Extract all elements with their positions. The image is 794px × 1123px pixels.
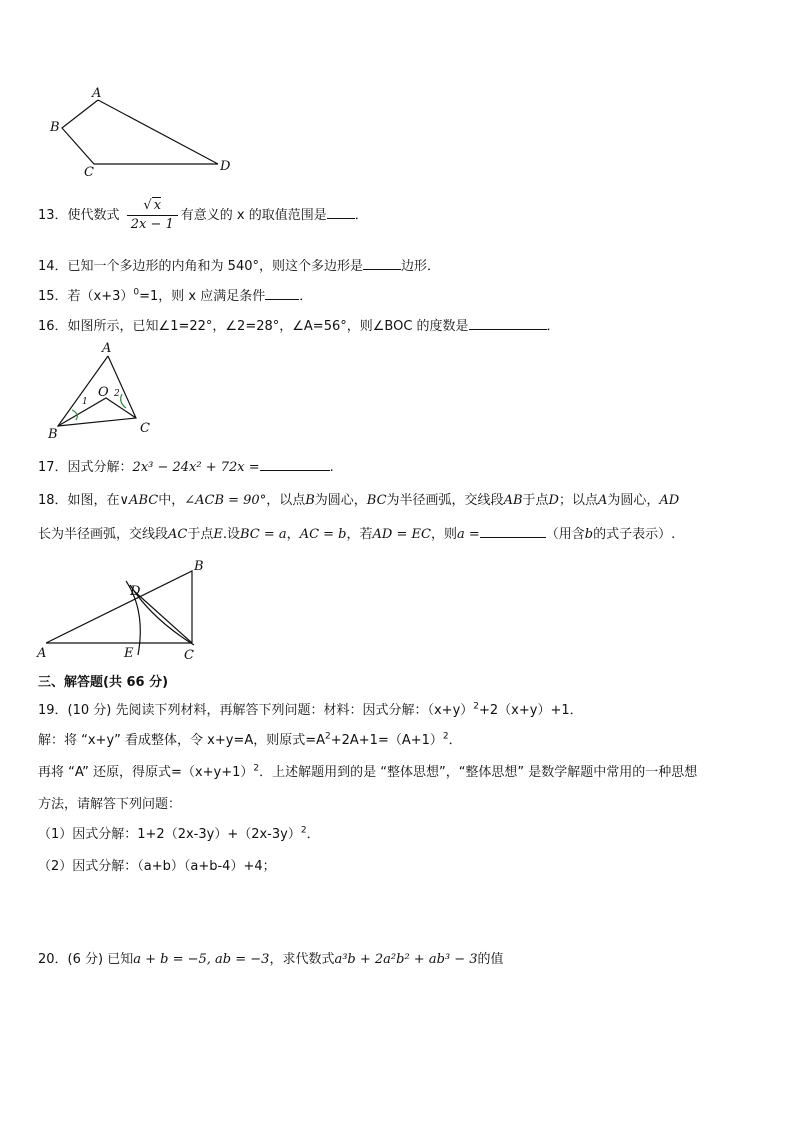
label-c: C <box>84 165 94 180</box>
label-b: B <box>50 120 60 135</box>
q13-pre: 使代数式 <box>67 208 120 223</box>
q18-l1-j: AB <box>503 493 523 508</box>
q18-l2-g: ， <box>286 527 300 542</box>
q18-l1-p: AD <box>659 493 680 508</box>
q20-expression: a³b + 2a²b² + ab³ − 3 <box>334 952 478 967</box>
question-18-line-2 <box>38 524 675 544</box>
q13-fraction <box>127 197 178 234</box>
label-b: B <box>194 559 204 574</box>
q20-pre: 20．(6 分) 已知 <box>38 952 134 967</box>
q18-l2-c: 于点 <box>187 527 214 542</box>
q19-l5-exp: 2 <box>300 825 307 836</box>
q14-answer-blank <box>363 256 401 270</box>
q19-l2-mid: +2A+1=（A+1） <box>330 733 443 748</box>
q17-answer-blank <box>260 457 330 471</box>
quadrilateral-figure <box>40 84 240 184</box>
label-d: D <box>220 159 231 174</box>
q19-l2-exp2: 2 <box>442 731 449 742</box>
question-18-line-1 <box>38 492 679 510</box>
question-19-part-2: （2）因式分解：（a+b）（a+b-4）+4； <box>38 859 276 874</box>
q18-l1-m: ；以点 <box>558 493 598 508</box>
question-19-line-4: 方法，请解答下列问题： <box>38 797 182 812</box>
q19-l1-pre: 19．(10 分) 先阅读下列材料，再解答下列问题：材料：因式分解：（x+y） <box>38 703 474 718</box>
label-a: A <box>102 341 112 356</box>
q18-l1-l: D <box>548 493 559 508</box>
question-14 <box>38 256 440 276</box>
q18-l1-b: ∨ABC <box>119 493 159 508</box>
q18-l2-e: .设 <box>222 527 241 542</box>
q16-answer-blank <box>469 316 547 330</box>
q19-l2-end: ． <box>448 733 462 748</box>
label-a: A <box>92 86 102 101</box>
label-b: B <box>48 427 58 440</box>
triangle-outline <box>46 571 192 643</box>
q13-numerator: √ x <box>127 197 178 216</box>
q19-l5-post: ． <box>306 827 320 842</box>
q18-l1-e: ，以点 <box>266 493 306 508</box>
question-20 <box>38 951 504 969</box>
question-19-line-2 <box>38 732 462 750</box>
q18-l2-b: AC <box>168 527 188 542</box>
q18-l1-d: ∠ACB = 90° <box>184 493 267 508</box>
q15-exponent: 0 <box>133 287 140 298</box>
q16-text: 16．如图所示，已知∠1=22°，∠2=28°，∠A=56°，则∠BOC 的度数是 <box>38 319 469 334</box>
label-c: C <box>184 648 194 663</box>
q20-post: 的值 <box>477 952 504 967</box>
section-heading: 三、解答题(共 66 分) <box>38 675 169 690</box>
q15-end: ． <box>299 289 313 304</box>
q18-l1-n: A <box>597 493 608 508</box>
angle-2-arc <box>121 394 126 408</box>
q19-l1-post: +2（x+y）+1． <box>479 703 583 718</box>
q15-post: =1，则 x 应满足条件 <box>139 289 266 304</box>
q20-mid: ，求代数式 <box>269 952 335 967</box>
q18-l2-l: a = <box>456 527 480 542</box>
segment-dc <box>134 591 192 643</box>
q18-l2-k: ，则 <box>430 527 457 542</box>
q19-l3-pre: 再将 “A” 还原，得原式=（x+y+1） <box>38 765 254 780</box>
q18-l2-j: AD = EC <box>372 527 431 542</box>
q20-condition: a + b = −5, ab = −3 <box>133 952 270 967</box>
triangle-figure <box>40 340 170 440</box>
q18-l2-n: b <box>584 527 594 542</box>
arc-triangle-figure <box>34 555 224 665</box>
q18-l1-h: BC <box>366 493 387 508</box>
q19-l1-exp: 2 <box>473 701 480 712</box>
label-1: 1 <box>82 397 88 407</box>
q17-pre: 17．因式分解： <box>38 460 133 475</box>
q13-number: 13． <box>38 208 68 223</box>
q18-l2-h: AC = b <box>299 527 347 542</box>
triangle-outline <box>58 356 136 426</box>
question-16 <box>38 316 560 336</box>
q18-l1-a: 18．如图，在 <box>38 493 120 508</box>
q15-answer-blank <box>265 286 299 300</box>
q18-l1-f: B <box>305 493 315 508</box>
q19-l5-pre: （1）因式分解：1+2（2x-3y）+（2x-3y） <box>38 827 301 842</box>
label-e: E <box>124 646 134 661</box>
q18-l1-g: 为圆心， <box>314 493 367 508</box>
q13-answer-blank <box>327 205 355 219</box>
question-19-line-3 <box>38 764 697 782</box>
q19-l2-pre: 解：将 “x+y” 看成整体，令 x+y=A，则原式=A <box>38 733 325 748</box>
q18-l2-d: E <box>213 527 223 542</box>
q18-l2-a: 长为半径画弧，交线段 <box>38 527 169 542</box>
q18-l2-m: （用含 <box>545 527 585 542</box>
q18-l1-o: 为圆心， <box>607 493 660 508</box>
label-o: O <box>98 385 109 400</box>
q18-l2-o: 的式子表示）. <box>593 527 676 542</box>
q15-pre: 15．若（x+3） <box>38 289 134 304</box>
q18-l1-i: 为半径画弧，交线段 <box>386 493 504 508</box>
label-2: 2 <box>114 389 120 399</box>
q14-end: 边形． <box>401 259 441 274</box>
q19-l3-post: ．上述解题用到的是 “整体思想”，“整体思想” 是数学解题中常用的一种思想 <box>259 765 698 780</box>
q18-l2-i: ，若 <box>346 527 373 542</box>
quadrilateral-outline <box>62 100 218 164</box>
q14-text: 14．已知一个多边形的内角和为 540°，则这个多边形是 <box>38 259 363 274</box>
q18-answer-blank <box>480 524 546 538</box>
question-19-part-1 <box>38 826 320 844</box>
question-19-line-1 <box>38 702 583 720</box>
q18-l1-c: 中， <box>158 493 185 508</box>
q19-l2-exp1: 2 <box>325 731 331 742</box>
label-a: A <box>37 646 47 661</box>
q16-end: ． <box>546 319 560 334</box>
q17-end: . <box>329 460 334 475</box>
question-13 <box>38 197 368 234</box>
q18-l2-f: BC = a <box>240 527 287 542</box>
q13-denominator: 2x − 1 <box>130 217 174 232</box>
question-17 <box>38 457 334 477</box>
label-c: C <box>140 421 150 436</box>
q18-l1-k: 于点 <box>522 493 549 508</box>
label-d: D <box>130 584 141 599</box>
q13-post: 有意义的 x 的取值范围是 <box>180 208 327 223</box>
q13-radicand: x <box>153 198 162 213</box>
q13-end: ． <box>354 208 368 223</box>
q19-l3-exp: 2 <box>253 763 260 774</box>
question-15 <box>38 286 312 306</box>
q17-expression: 2x³ − 24x² + 72x = <box>132 460 260 475</box>
